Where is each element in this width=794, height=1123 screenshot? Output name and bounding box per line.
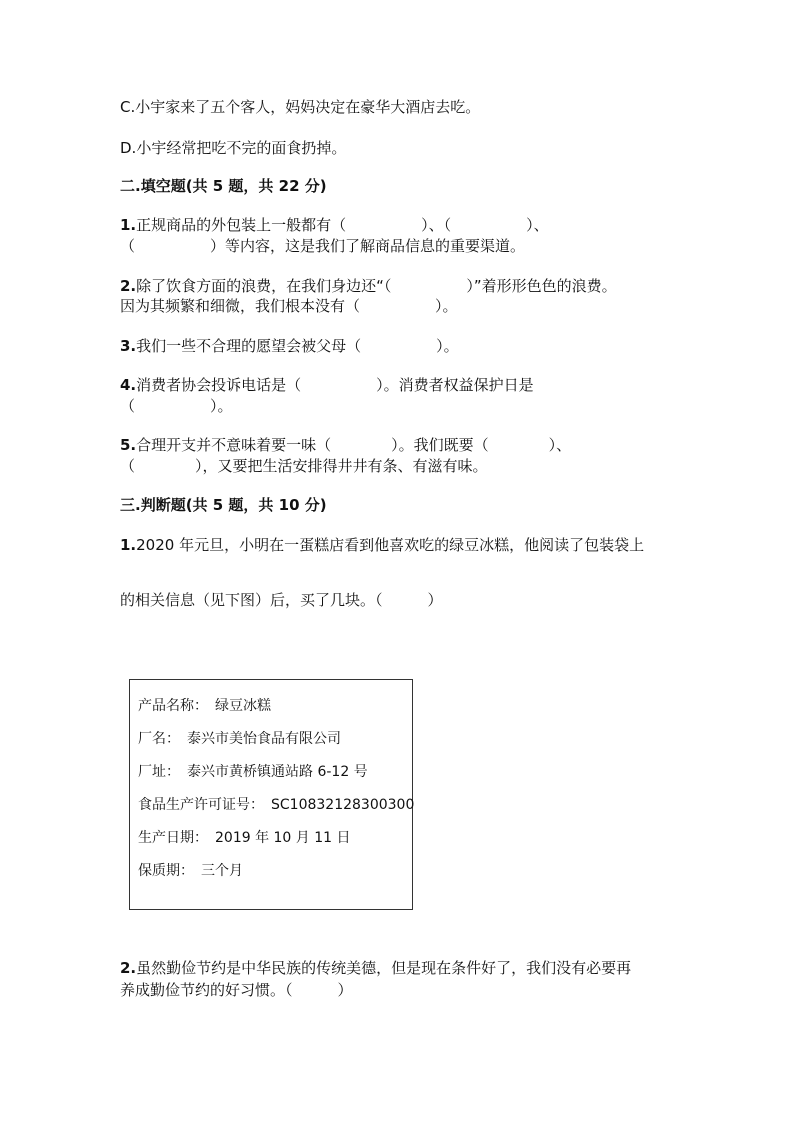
judge-q2-number: 2. [120,959,137,977]
fill-q2-line1 [120,276,617,296]
fill-q1-text: 正规商品的外包装上一般都有（ ）、（ ）、 [136,216,549,234]
fill-q3-number: 3. [120,337,137,355]
judge-q2-line2: 养成勤俭节约的好习惯。（ ） [120,981,353,999]
fill-q5-line2: （ ），又要把生活安排得井井有条、有滋有味。 [120,457,488,475]
judge-q2-line1 [120,958,631,978]
label-manufacturer: 厂名： 泰兴市美怡食品有限公司 [138,731,341,747]
fill-q1-line1 [120,215,549,235]
section-2-title: 二.填空题(共 5 题，共 22 分) [120,177,327,195]
fill-q5-text: 合理开支并不意味着要一味（ ）。我们既要（ ）、 [136,436,572,454]
label-shelf-life: 保质期： 三个月 [138,863,243,879]
option-d: D.小宇经常把吃不完的面食扔掉。 [120,139,347,157]
fill-q2-text: 除了饮食方面的浪费，在我们身边还“（ ）”着形形色色的浪费。 [136,277,617,295]
judge-q1-number: 1. [120,536,137,554]
judge-q1-line1 [120,535,644,555]
fill-q3-line1 [120,336,459,356]
fill-q5-line1 [120,435,571,455]
fill-q4-line2: （ ）。 [120,397,233,415]
fill-q4-text: 消费者协会投诉电话是（ ）。消费者权益保护日是 [136,376,534,394]
fill-q5-number: 5. [120,436,137,454]
label-address: 厂址： 泰兴市黄桥镇通站路 6-12 号 [138,764,368,780]
fill-q1-number: 1. [120,216,137,234]
fill-q3-text: 我们一些不合理的愿望会被父母（ ）。 [136,337,459,355]
label-product-name: 产品名称： 绿豆冰糕 [138,698,271,714]
fill-q4-number: 4. [120,376,137,394]
section-3-title: 三.判断题(共 5 题，共 10 分) [120,496,327,514]
option-c: C.小宇家来了五个客人，妈妈决定在豪华大酒店去吃。 [120,98,481,116]
fill-q2-line2: 因为其频繁和细微，我们根本没有（ ）。 [120,297,458,315]
label-production-date: 生产日期： 2019 年 10 月 11 日 [138,830,351,846]
judge-q2-text: 虽然勤俭节约是中华民族的传统美德，但是现在条件好了，我们没有必要再 [136,959,632,977]
fill-q1-line2: （ ）等内容，这是我们了解商品信息的重要渠道。 [120,237,526,255]
fill-q4-line1 [120,375,534,395]
label-license: 食品生产许可证号： SC10832128300300 [138,797,415,813]
fill-q2-number: 2. [120,277,137,295]
judge-q1-line2: 的相关信息（见下图）后，买了几块。（ ） [120,591,443,609]
product-label-box [129,679,413,910]
judge-q1-text: 2020 年元旦，小明在一蛋糕店看到他喜欢吃的绿豆冰糕，他阅读了包装袋上 [136,536,645,554]
